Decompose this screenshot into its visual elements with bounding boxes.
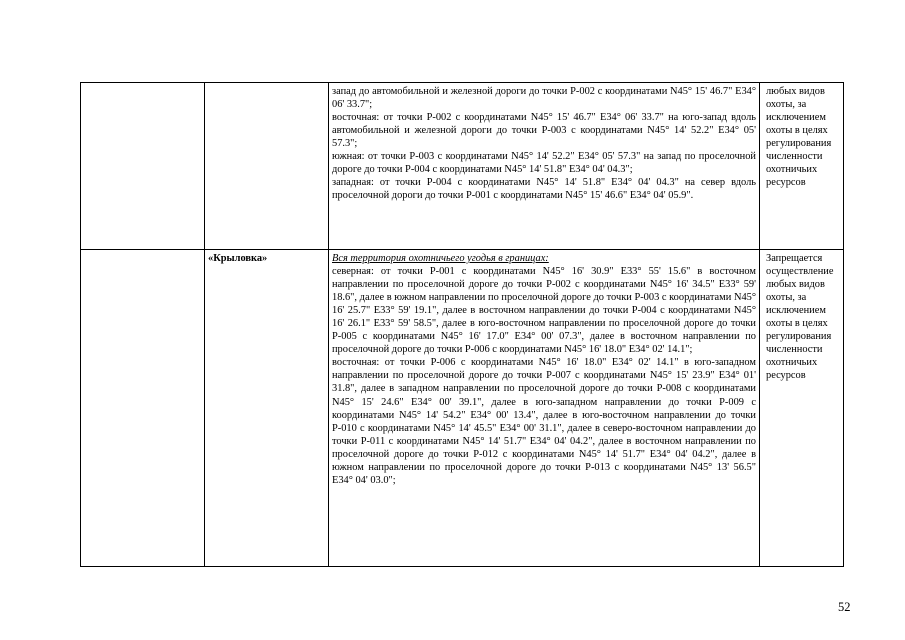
row-number-cell [81, 83, 205, 250]
restriction-cell [760, 83, 844, 250]
restriction-line: регулирования [766, 138, 832, 150]
restriction-line: охоты, за [766, 99, 807, 111]
boundary-description-cell [329, 83, 760, 250]
boundary-paragraph: восточная: от точки Р-006 с координатами N45° 16' 18.0" E34° 02' 14.1" в юго-западном направлении по проселочной дороге до точки Р-007 с координатами N45° 15' 23.9" E34° 01' 31.8", далее в западном направлении по проселочной дороге до точки Р-008 с координатами N45° 15' 24.6" E34° 00' 39.1", далее в юго-западном направлении до точки Р-009 с координатами N45° 14' 54.2" E34° 00' 13.4", далее в юго-восточном направлении до точки Р-010 с координатами N45° 14' 45.5" E34° 00' 31.1", далее в северо-восточном направлении до точки Р-011 с координатами N45° 14' 51.7" E34° 04' 04.2", далее в восточном направлении по проселочной дороге до точки Р-012 с координатами N45° 14' 51.7" E34° 04' 04.2", далее в южном направлении по проселочной дороге до точки Р-013 с координатами N45° 13' 56.5" E34° 04' 03.0"; [332, 357, 756, 486]
boundary-paragraph: южная: от точки Р-003 с координатами N45° 14' 52.2" E34° 05' 57.3" на запад по проселочной дороге до точки Р-004 с координатами N45° 14' 51.8" E34° 04' 04.3"; [332, 151, 756, 176]
ground-name-cell [205, 83, 329, 250]
restriction-line: осуществление [766, 266, 834, 278]
restriction-line: охоты в целях [766, 125, 828, 137]
restriction-line: ресурсов [766, 370, 806, 382]
restriction-line: охоты, за [766, 292, 807, 304]
boundary-paragraph: запад до автомобильной и железной дороги до точки Р-002 с координатами N45° 15' 46.7" E34° 06' 33.7"; [332, 86, 756, 111]
restriction-line: ресурсов [766, 177, 806, 189]
boundary-paragraph: западная: от точки Р-004 с координатами N45° 14' 51.8" E34° 04' 04.3" на север вдоль проселочной дороги до точки Р-001 с координатами N45° 15' 46.6" E34° 04' 05.9". [332, 177, 756, 202]
restriction-line: охоты в целях [766, 318, 828, 330]
restriction-line: любых видов [766, 279, 825, 291]
ground-name-cell: «Крыловка» [205, 250, 329, 567]
boundary-heading: Вся территория охотничьего угодья в границах: [332, 253, 549, 264]
restriction-line: регулирования [766, 331, 832, 343]
restriction-line: численности [766, 344, 823, 356]
restriction-line: охотничьих [766, 357, 818, 369]
boundary-paragraph: восточная: от точки Р-002 с координатами N45° 15' 46.7" E34° 06' 33.7" на юго-запад вдоль автомобильной и железной дороги до точки Р-003 с координатами N45° 14' 52.2" E34° 05' 57.3"; [332, 112, 756, 150]
restriction-line: исключением [766, 112, 826, 124]
restriction-line: охотничьих [766, 164, 818, 176]
restriction-line: численности [766, 151, 823, 163]
row-number-cell [81, 250, 205, 567]
restriction-cell [760, 250, 844, 567]
restriction-line: исключением [766, 305, 826, 317]
hunting-grounds-table [80, 82, 844, 567]
boundary-description-cell [329, 250, 760, 567]
restriction-line: любых видов [766, 86, 825, 97]
restriction-line: Запрещается [766, 253, 823, 264]
boundary-paragraph: северная: от точки Р-001 с координатами N45° 16' 30.9" E33° 55' 15.6" в восточном направлении по проселочной дороге до точки Р-002 с координатами N45° 16' 34.5" E33° 59' 18.6", далее в южном направлении по проселочной дороге до точки Р-003 с координатами N45° 16' 25.7" E33° 59' 19.1", далее в восточном направлении до точки Р-004 с координатами N45° 16' 26.1" E33° 59' 58.5", далее в юго-восточном направлении по проселочной дороге до точки Р-005 с координатами N45° 16' 17.0" E34° 00' 07.3", далее в восточном направлении по проселочной дороге до точки Р-006 с координатами N45° 16' 18.0" E34° 02' 14.1"; [332, 266, 756, 356]
table-row [81, 250, 844, 567]
table-row [81, 83, 844, 250]
page-number: 52 [838, 600, 851, 614]
